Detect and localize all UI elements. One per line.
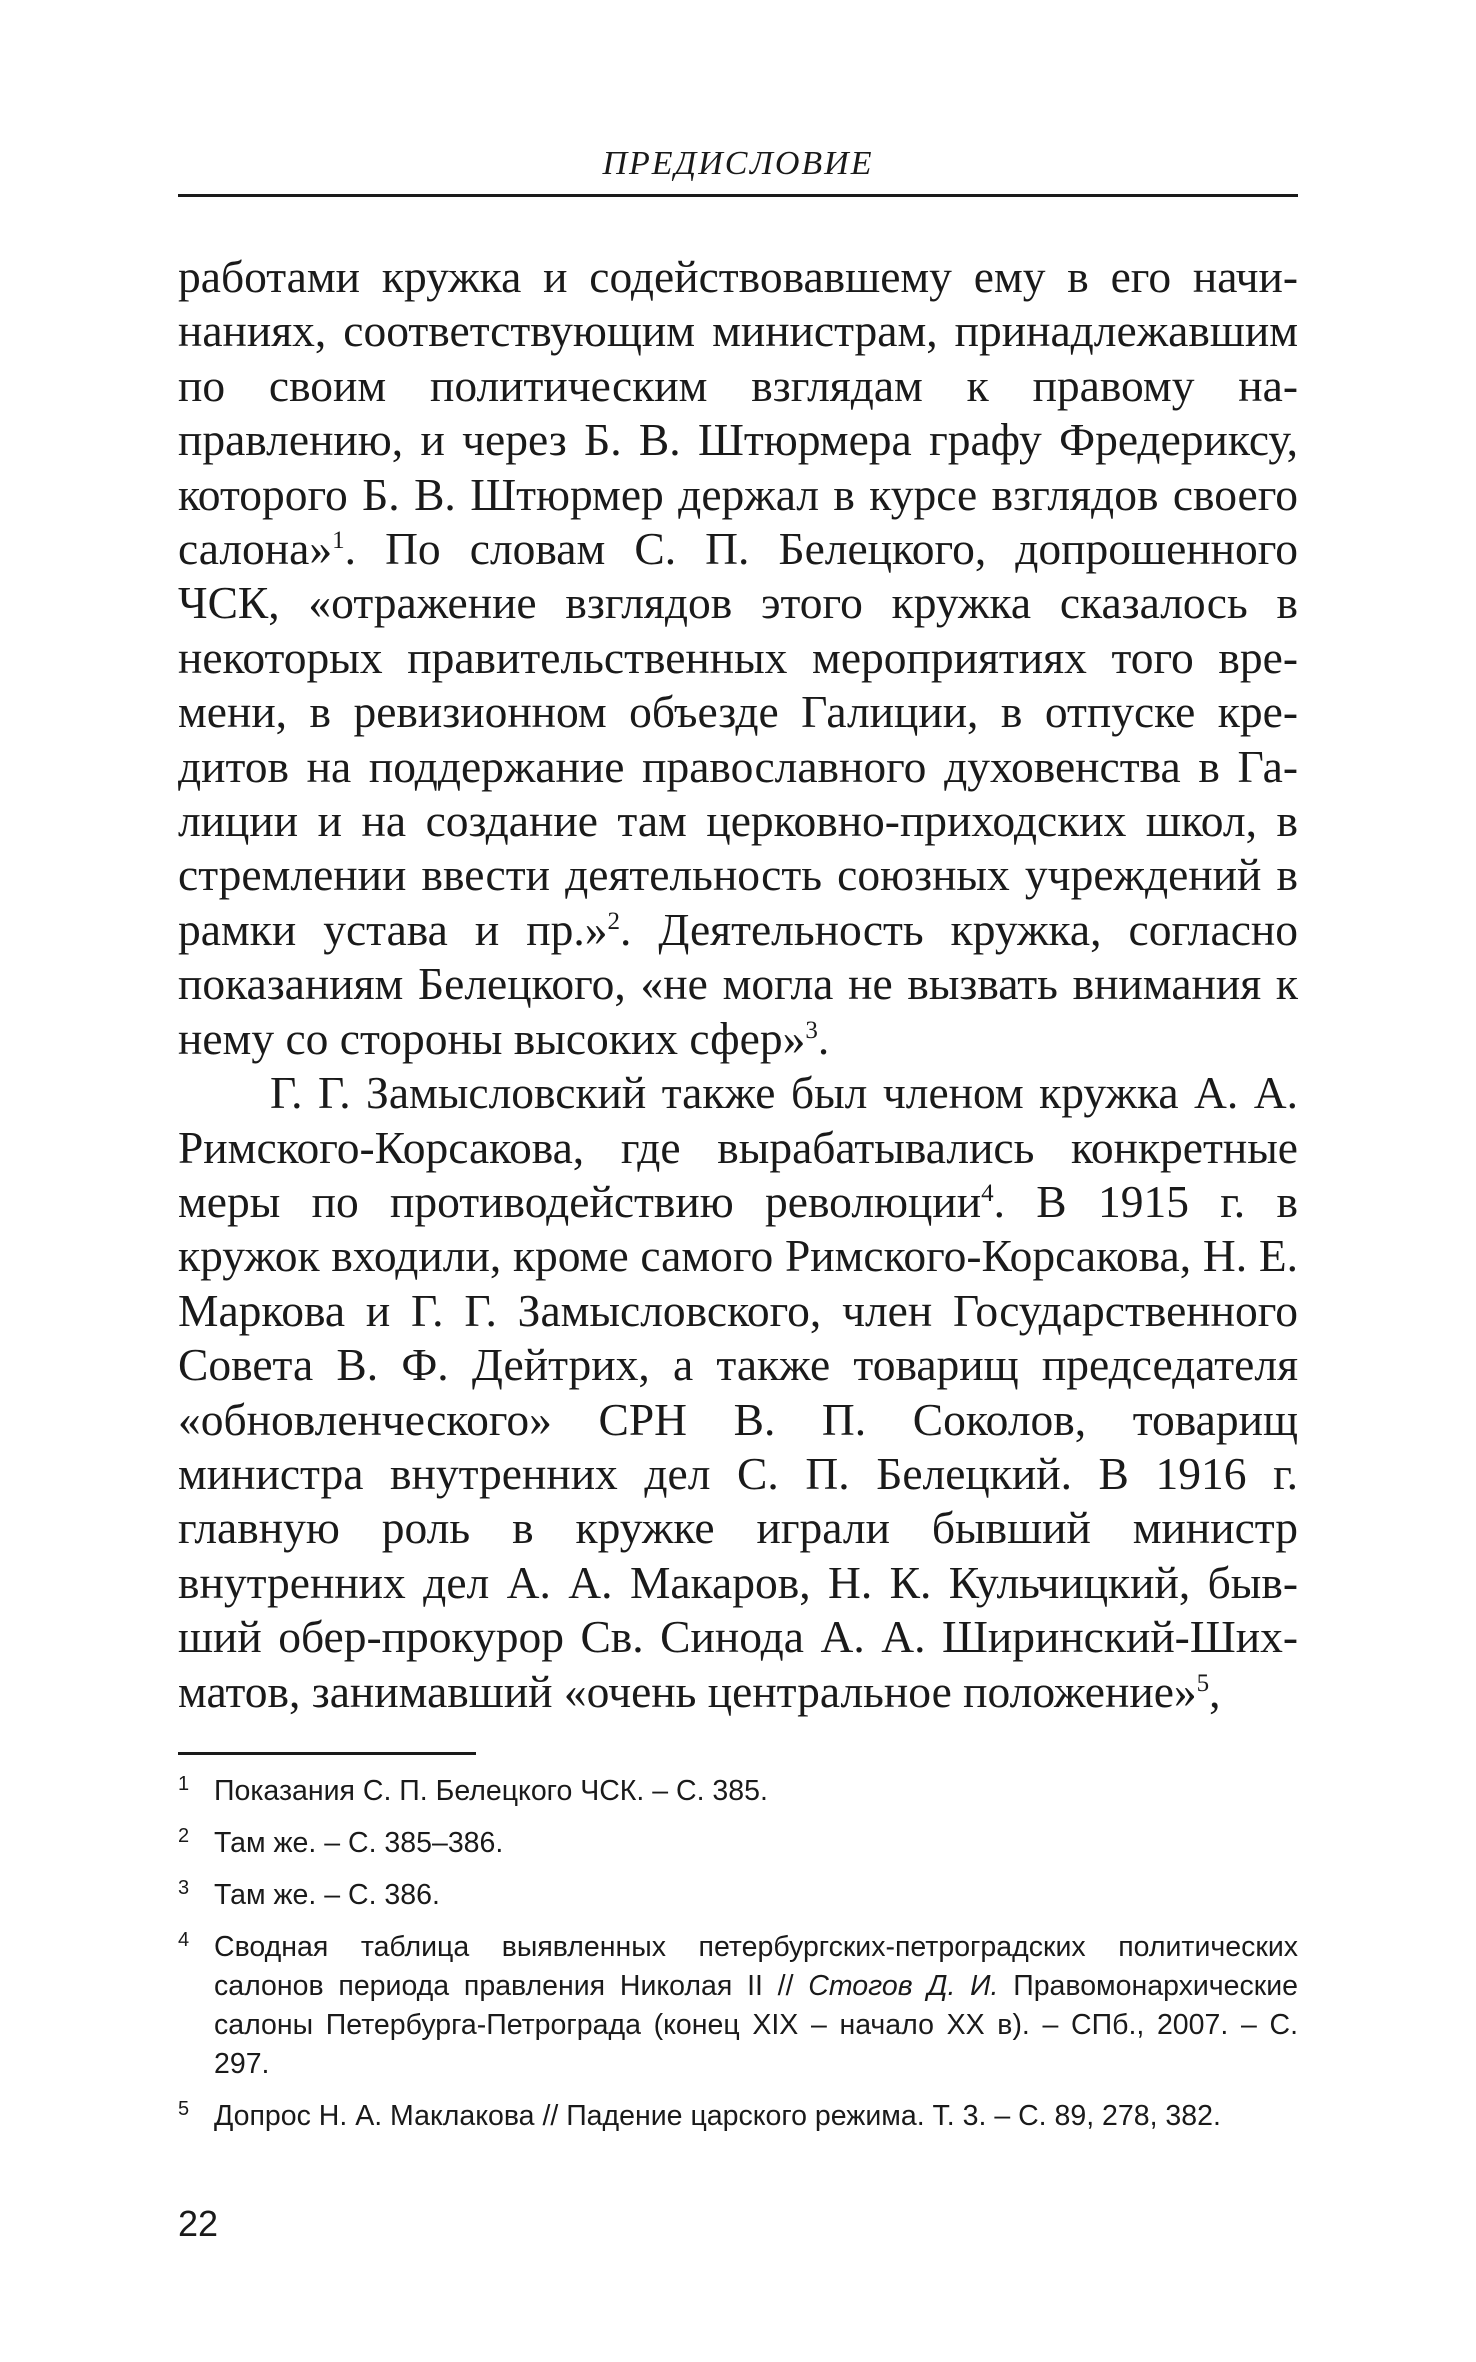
p2-text-b: . В 1915 г. в кружок входили, кроме самого Римского-Корсакова, Н. Е. Маркова и Г. Г. Замысловского, член Государственного Совета В. Ф. Дейтрих, а также товарищ председателя «обновленческого» СРН В. П. Соколов, товарищ министра внутренних дел С. П. Белецкий. В 1916 г. главную роль в кружке играли бывший министр внутренних дел А. А. Макаров, Н. К. Кульчицкий, бывший обер-прокурор Св. Синода А. А. Ширинский-Шихматов, занимавший «очень центральное положение» [178, 1175, 1298, 1717]
footnote-text [214, 1928, 1298, 2084]
main-text [178, 250, 1298, 1719]
p1-text-d: . [817, 1012, 830, 1064]
footnote-rule [178, 1752, 476, 1755]
footnote-1 [178, 1772, 1298, 1811]
footnote-number: 3 [178, 1877, 190, 1899]
footnote-text: Там же. – С. 386. [214, 1879, 440, 1911]
paragraph-1 [178, 250, 1298, 1066]
footnote-3 [178, 1876, 1298, 1915]
running-header: ПРЕДИСЛОВИЕ [602, 145, 874, 182]
footnote-2 [178, 1824, 1298, 1863]
footnote-number: 5 [178, 2098, 190, 2120]
footnote-ref-5: 5 [1196, 1669, 1210, 1697]
footnote-ref-4: 4 [981, 1179, 994, 1207]
footnote-text: Допрос Н. А. Маклакова // Падение царского режима. Т. 3. – С. 89, 278, 382. [214, 2100, 1221, 2132]
footnote-4 [178, 1928, 1298, 2084]
footnotes [178, 1772, 1298, 2149]
paragraph-2 [178, 1066, 1298, 1719]
footnote-text: Показания С. П. Белецкого ЧСК. – С. 385. [214, 1775, 768, 1807]
p1-text-c: . Деятельность кружка, согласно показаниям Белецкого, «не могла не вызвать внимания к нему со стороны высоких сфер» [178, 903, 1298, 1064]
footnote-4-pre: Сводная таблица выявленных петербургских-петроградских политических салонов периода правления Николая II // [214, 1931, 1298, 2002]
footnote-ref-2: 2 [607, 907, 620, 935]
footnote-number: 4 [178, 1929, 190, 1951]
footnote-number: 2 [178, 1825, 190, 1847]
p1-text-b: . По словам С. П. Белецкого, допрошенного ЧСК, «отражение взглядов этого кружка сказалось в некоторых правительственных мероприятиях того времени, в ревизионном объезде Галиции, в отпуске кредитов на поддержание православного духовенства в Галиции и на создание там церковно-приходских школ, в стремлении ввести деятельность союзных учреждений в рамки устава и пр.» [178, 523, 1298, 955]
footnote-5 [178, 2097, 1298, 2136]
p2-text-c: , [1209, 1665, 1221, 1717]
header-rule [178, 194, 1298, 197]
footnote-4-post: Правомонархические салоны Петербурга-Петрограда (конец XIX – начало XX в). – СПб., 2007. – С. 297. [214, 1970, 1298, 2080]
p2-text-a: Г. Г. Замысловский также был членом кружка А. А. Римского-Корсакова, где вырабатывались конкретные меры по противодействию революции [178, 1067, 1298, 1227]
footnote-ref-3: 3 [805, 1016, 818, 1044]
footnote-ref-1: 1 [332, 526, 345, 554]
p1-text-a: работами кружка и содействовавшему ему в его начинаниях, соответствующим министрам, принадлежавшим по своим политическим взглядам к правому направлению, и через Б. В. Штюрмера графу Фредериксу, которого Б. В. Штюрмер держал в курсе взглядов своего салона» [178, 251, 1298, 575]
footnote-text: Там же. – С. 385–386. [214, 1827, 504, 1859]
footnote-number: 1 [178, 1773, 190, 1795]
page-number: 22 [178, 2203, 219, 2244]
footnote-4-author: Стогов Д. И. [808, 1970, 999, 2002]
